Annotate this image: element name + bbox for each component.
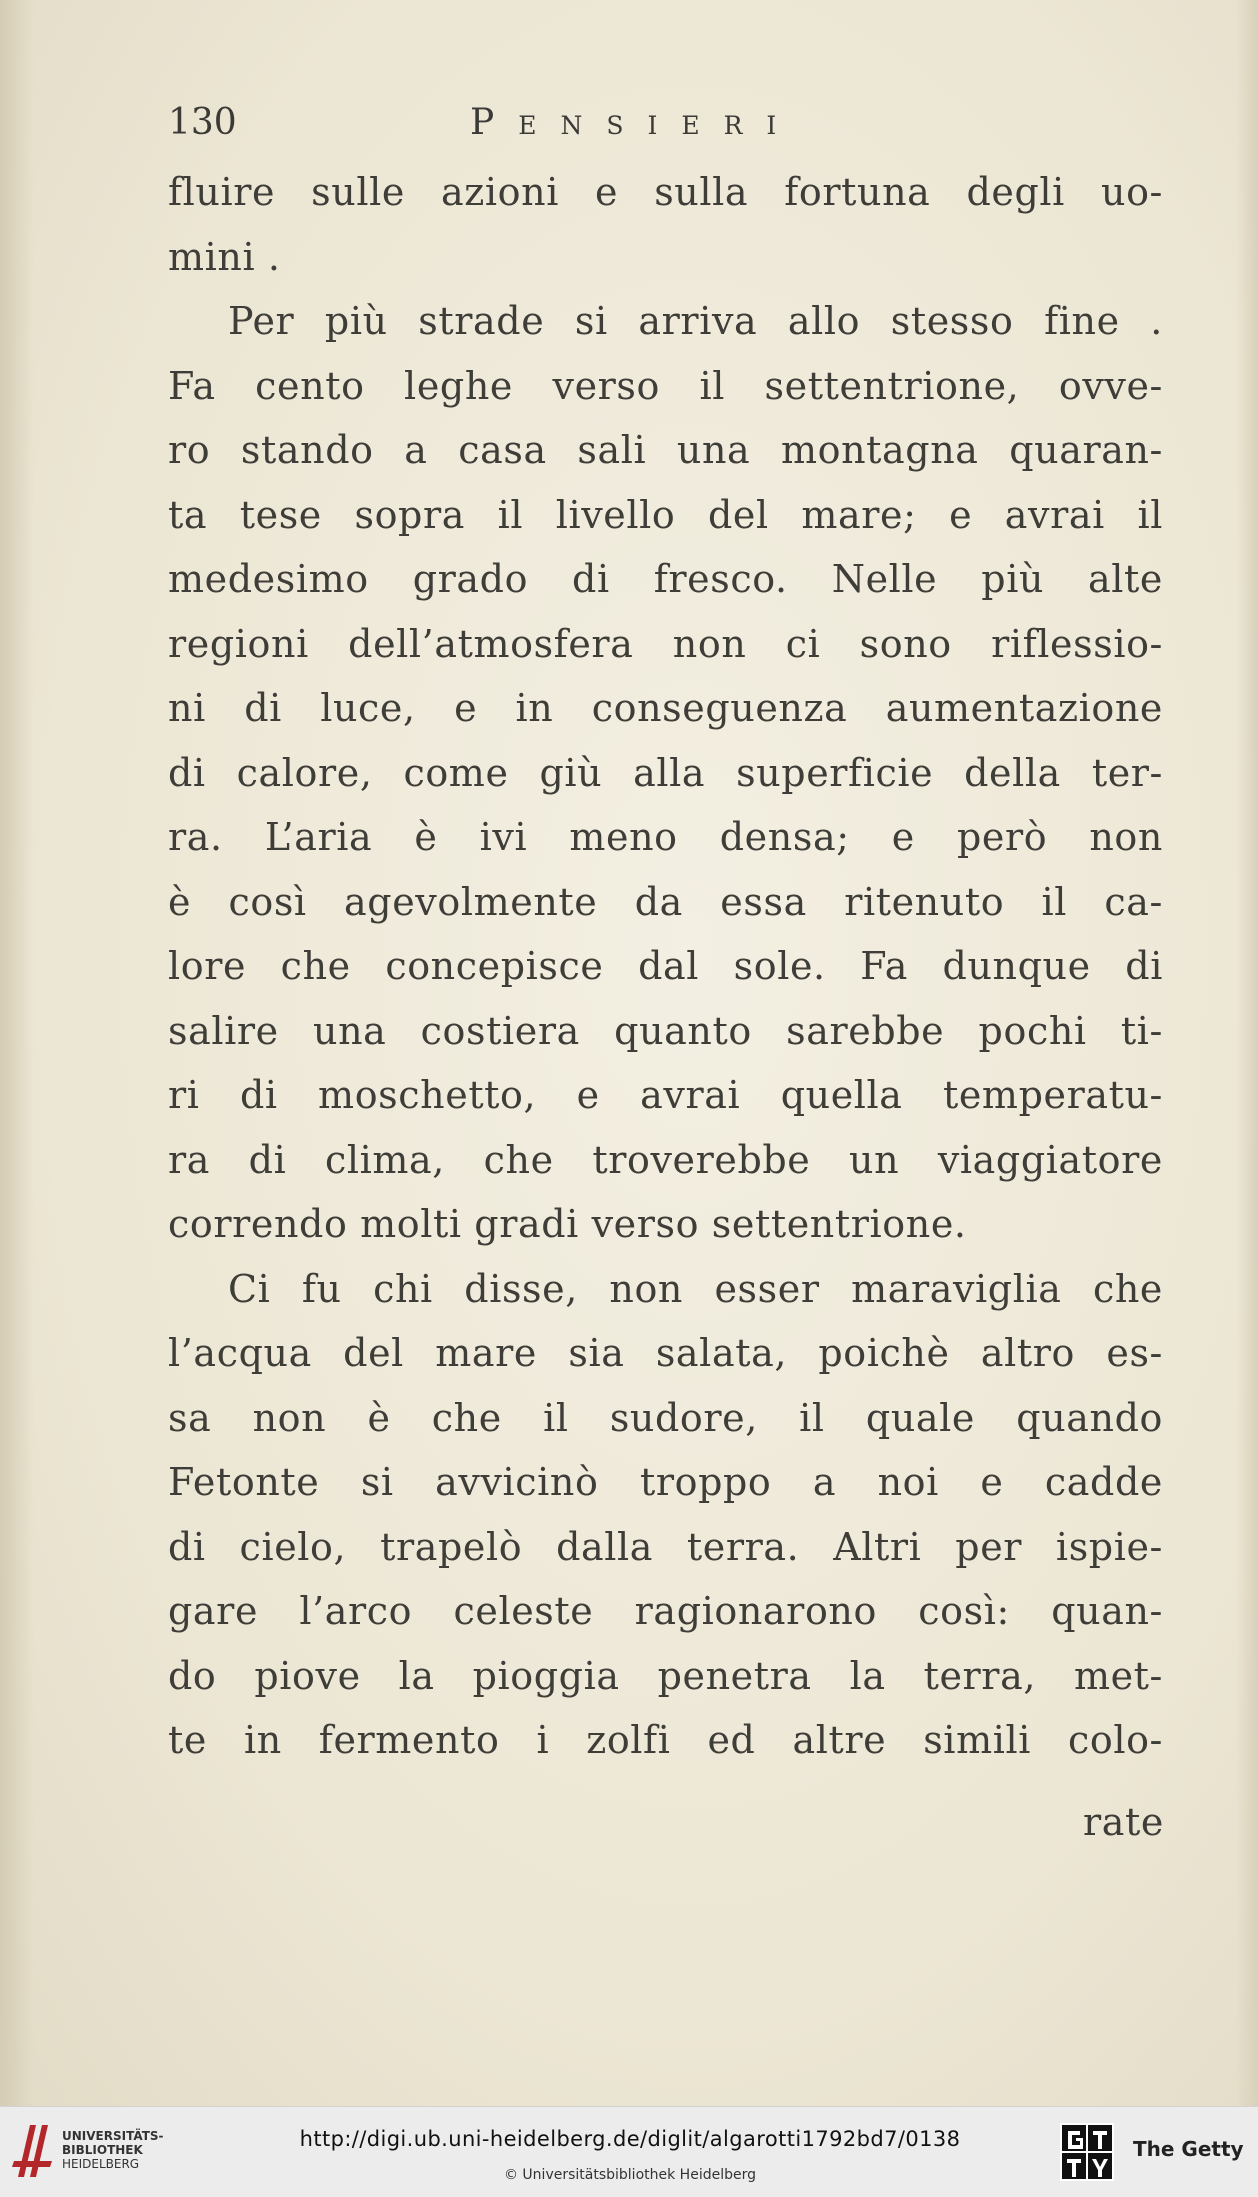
permalink-url[interactable]: http://digi.ub.uni-heidelberg.de/diglit/algarotti1792bd7/0138 <box>299 2127 961 2151</box>
text-line: è così agevolmente da essa ritenuto il ca- <box>168 879 1163 924</box>
copyright-notice: © Universitätsbibliothek Heidelberg <box>503 2167 756 2183</box>
running-head <box>168 102 1168 152</box>
partner-name[interactable]: The Getty <box>1133 2137 1244 2161</box>
library-name-line1: UNIVERSITÄTS- <box>62 2129 164 2143</box>
text-line: correndo molti gradi verso settentrione. <box>168 1202 967 1246</box>
text-line: di cielo, trapelò dalla terra. Altri per ispie- <box>168 1524 1163 1569</box>
text-line: ni di luce, e in conseguenza aumentazione <box>168 686 1163 730</box>
text-line: medesimo grado di fresco. Nelle più alte <box>168 557 1163 601</box>
text-line: ta tese sopra il livello del mare; e avrai il <box>168 492 1163 537</box>
text-line: sa non è che il sudore, il quale quando <box>168 1395 1163 1440</box>
text-line: gare l’arco celeste ragionarono così: quan- <box>168 1589 1163 1633</box>
catchword: rate <box>1083 1800 1164 1844</box>
text-line: mini . <box>168 234 281 279</box>
text-line: lore che concepisce dal sole. Fa dunque di <box>168 944 1163 988</box>
getty-logo-icon[interactable] <box>1060 2123 1114 2181</box>
text-line: l’acqua del mare sia salata, poichè altro es- <box>168 1331 1163 1375</box>
text-line: Per più strade si arriva allo stesso fine . <box>228 299 1163 343</box>
body-text <box>168 160 1163 1773</box>
text-line: ri di moschetto, e avrai quella temperatu- <box>168 1073 1163 1117</box>
library-logo[interactable] <box>12 2121 172 2181</box>
text-line: Ci fu chi disse, non esser maraviglia che <box>228 1266 1163 1311</box>
library-city: HEIDELBERG <box>62 2157 140 2171</box>
text-line: regioni dell’atmosfera non ci sono riflessio- <box>168 621 1163 666</box>
text-line: di calore, come giù alla superficie della ter- <box>168 750 1163 795</box>
text-line: ro stando a casa sali una montagna quaran- <box>168 428 1163 472</box>
text-line: Fetonte si avvicinò troppo a noi e cadde <box>168 1460 1163 1504</box>
library-name-line2: BIBLIOTHEK <box>62 2143 143 2157</box>
text-line: salire una costiera quanto sarebbe pochi ti- <box>168 1008 1163 1053</box>
text-line: te in fermento i zolfi ed altre simili colo- <box>168 1718 1163 1762</box>
library-name <box>62 2129 164 2171</box>
ub-heidelberg-logo-icon <box>12 2121 54 2181</box>
text-line: ra di clima, che troverebbe un viaggiatore <box>168 1137 1163 1182</box>
text-line: ra. L’aria è ivi meno densa; e però non <box>168 815 1163 859</box>
running-title: Pensieri <box>470 102 801 143</box>
page-number: 130 <box>168 102 237 143</box>
viewer-footer <box>0 2106 1258 2197</box>
text-line: fluire sulle azioni e sulla fortuna degli uo- <box>168 170 1163 214</box>
text-line: Fa cento leghe verso il settentrione, ovve- <box>168 363 1163 408</box>
text-line: do piove la pioggia penetra la terra, met- <box>168 1653 1163 1698</box>
